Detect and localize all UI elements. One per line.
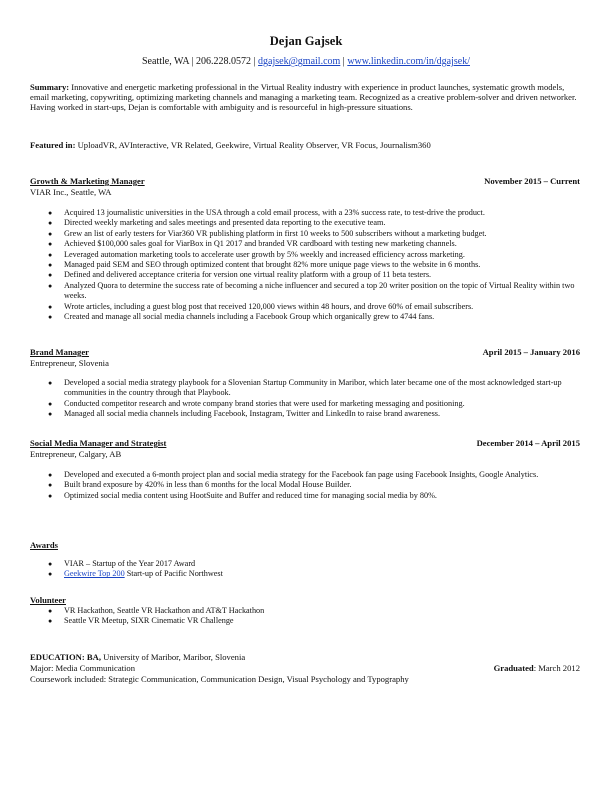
bullet-item: ● Managed all social media channels including Facebook, Instagram, Twitter and LinkedIn to raise brand awareness. — [48, 409, 578, 419]
summary-label: Summary: — [30, 82, 70, 92]
bullet-item: ● Directed weekly marketing and sales meetings and presented data reporting to the executive team. — [48, 218, 578, 228]
summary-paragraph — [30, 82, 582, 113]
featured-label: Featured in: — [30, 140, 76, 150]
bullet-item: ● Developed a social media strategy playbook for a Slovenian Startup Community in Maribor, which later became one of the most acknowledged start-up communities in the country through that Playbook. — [48, 378, 578, 399]
bullet-item: ● Developed and executed a 6-month project plan and social media strategy for the Facebook fan page using Facebook Insights, Google Analytics. — [48, 470, 578, 480]
graduated-label: Graduated — [493, 663, 534, 673]
graduated-value: : March 2012 — [533, 663, 580, 673]
bullet-item: ● Analyzed Quora to determine the success rate of becoming a niche influencer and secured a top 20 writer position on the topic of Virtual Reality within two weeks. — [48, 281, 578, 302]
graduation — [494, 663, 580, 673]
education-school: University of Maribor, Maribor, Slovenia — [100, 652, 246, 662]
bullet-item: ● Built brand exposure by 420% in less than 6 months for the local Modal House Builder. — [48, 480, 578, 490]
candidate-name: Dejan Gajsek — [269, 34, 343, 48]
award-item: ● VIAR – Startup of the Year 2017 Award — [48, 559, 578, 569]
bullet-item: ● Achieved $100,000 sales goal for ViarBox in Q1 2017 and branded VR cardboard with testing new marketing channels. — [48, 239, 578, 249]
job-company: VIAR Inc., Seattle, WA — [30, 187, 112, 197]
job-bullet-list — [48, 378, 578, 420]
bullet-item: ● Grew an list of early testers for Viar360 VR publishing platform in first 10 weeks to 500 subscribers without a marketing budget. — [48, 229, 578, 239]
job-header — [30, 438, 580, 448]
bullet-item: ● Acquired 13 journalistic universities in the USA through a cold email process, with a 23% success rate, to test-drive the product. — [48, 208, 578, 218]
award-item — [48, 569, 578, 579]
bullet-item: ● Conducted competitor research and wrote company brand stories that were used for marketing messaging and positioning. — [48, 399, 578, 409]
bullet-item: ● Leveraged automation marketing tools to accelerate user growth by 5% weekly and increased efficiency across marketing. — [48, 250, 578, 260]
job-bullet-list — [48, 470, 578, 501]
geekwire-link[interactable]: Geekwire Top 200 — [64, 569, 125, 579]
job-dates: April 2015 – January 2016 — [482, 347, 580, 357]
bullet-item: ● Managed paid SEM and SEO through optimized content that brought 82% more unique page views to the website in 6 months. — [48, 260, 578, 270]
bullet-item: ● Wrote articles, including a guest blog post that received 120,000 views within 48 hours, and drove 60% of email subscribers. — [48, 302, 578, 312]
education-major-row — [30, 663, 580, 673]
education-major: Major: Media Communication — [30, 663, 136, 673]
job-title: Growth & Marketing Manager — [30, 176, 145, 186]
job-bullet-list — [48, 208, 578, 322]
linkedin-link[interactable]: www.linkedin.com/in/dgajsek/ — [347, 56, 470, 67]
education-label: EDUCATION: BA, — [30, 652, 101, 662]
job-dates: December 2014 – April 2015 — [476, 438, 580, 448]
contact-line — [0, 56, 612, 67]
job-company: Entrepreneur, Calgary, AB — [30, 449, 122, 459]
education-line — [30, 652, 245, 662]
contact-separator: | — [340, 56, 348, 67]
volunteer-list — [48, 606, 578, 627]
education-coursework: Coursework included: Strategic Communication, Communication Design, Visual Psychology and Typography — [30, 674, 409, 684]
awards-list — [48, 559, 578, 580]
job-title: Brand Manager — [30, 347, 89, 357]
location-phone: Seattle, WA | 206.228.0572 | — [142, 56, 259, 67]
bullet-item: ● Created and manage all social media channels including a Facebook Group which organically grew to 4744 fans. — [48, 312, 578, 322]
job-dates: November 2015 – Current — [484, 176, 580, 186]
featured-text: UploadVR, AVInteractive, VR Related, Geekwire, Virtual Reality Observer, VR Focus, Journalism360 — [75, 140, 431, 150]
volunteer-item: ● VR Hackathon, Seattle VR Hackathon and AT&T Hackathon — [48, 606, 578, 616]
summary-text: Innovative and energetic marketing professional in the Virtual Reality industry with experience in product launches, systematic growth models, email marketing, copywriting, optimizing marketing channels and managing a marketing team. Recognized as a creative problem-solver and driven networker. Having worked in start-ups, Dejan is comfortable with ambiguity and is resourceful in high-pressure situations. — [30, 82, 577, 113]
job-header — [30, 347, 580, 357]
bullet-item: ● Defined and delivered acceptance criteria for version one virtual reality platform with a group of 11 beta testers. — [48, 270, 578, 280]
award-item-text: Start-up of Pacific Northwest — [124, 569, 223, 579]
email-link[interactable]: dgajsek@gmail.com — [258, 56, 341, 67]
volunteer-heading: Volunteer — [30, 595, 66, 605]
volunteer-item: ● Seattle VR Meetup, SIXR Cinematic VR Challenge — [48, 616, 578, 626]
job-company: Entrepreneur, Slovenia — [30, 358, 109, 368]
awards-heading: Awards — [30, 540, 59, 550]
bullet-item: ● Optimized social media content using HootSuite and Buffer and reduced time for managing social media by 80%. — [48, 491, 578, 501]
job-title: Social Media Manager and Strategist — [30, 438, 167, 448]
featured-line — [30, 140, 582, 150]
job-header — [30, 176, 580, 186]
